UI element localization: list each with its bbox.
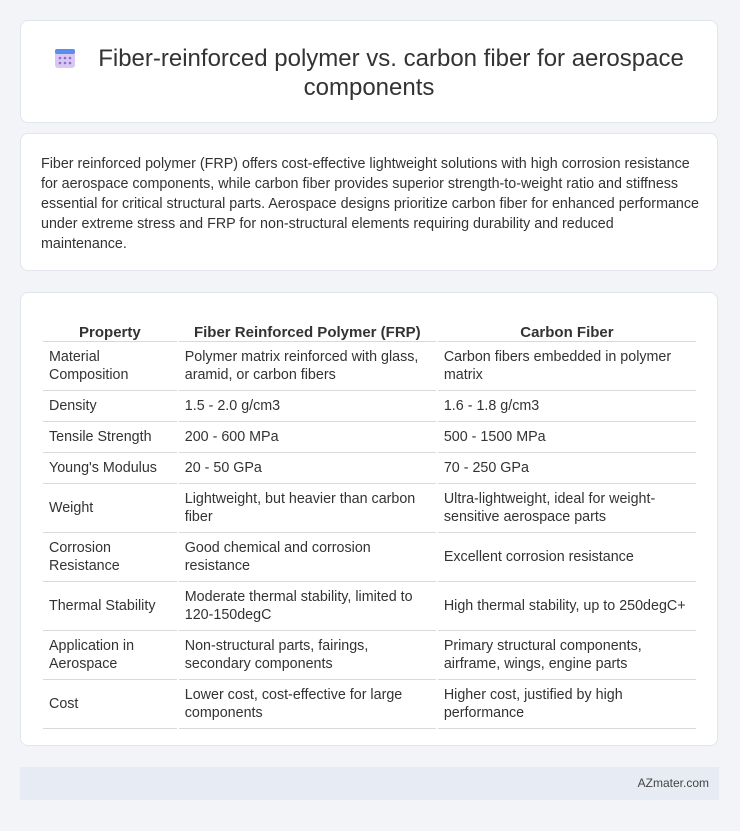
table-row (43, 582, 696, 631)
table-cell-frp: 1.5 - 2.0 g/cm3 (179, 391, 436, 422)
table-cell-property: Tensile Strength (43, 422, 177, 453)
calendar-grid-icon (54, 47, 76, 69)
table-cell-property: Weight (43, 484, 177, 533)
table-cell-frp: Good chemical and corrosion resistance (179, 533, 436, 582)
table-cell-frp: Lightweight, but heavier than carbon fiber (179, 484, 436, 533)
table-cell-carbon: 1.6 - 1.8 g/cm3 (438, 391, 696, 422)
comparison-card (20, 292, 718, 746)
table-cell-frp: Moderate thermal stability, limited to 120-150degC (179, 582, 436, 631)
table-cell-frp: 200 - 600 MPa (179, 422, 436, 453)
table-row (43, 680, 696, 729)
comparison-table (41, 313, 698, 729)
summary-paragraph: Fiber reinforced polymer (FRP) offers cost-effective lightweight solutions with high corrosion resistance for aerospace components, while carbon fiber provides superior strength-to-weight ratio and stiffness essential for critical structural parts. Aerospace designs prioritize carbon fiber for enhanced performance under extreme stress and FRP for non-structural elements requiring durability and reduced maintenance. (41, 156, 699, 252)
table-cell-property: Young's Modulus (43, 453, 177, 484)
header-property: Property (43, 313, 177, 342)
table-cell-property: Density (43, 391, 177, 422)
footer-bar (20, 767, 719, 800)
title-card (20, 20, 718, 123)
table-cell-carbon: 500 - 1500 MPa (438, 422, 696, 453)
table-cell-frp: 20 - 50 GPa (179, 453, 436, 484)
table-row (43, 342, 696, 391)
header-frp: Fiber Reinforced Polymer (FRP) (179, 313, 436, 342)
table-cell-frp: Lower cost, cost-effective for large components (179, 680, 436, 729)
table-cell-property: Corrosion Resistance (43, 533, 177, 582)
table-cell-carbon: Higher cost, justified by high performance (438, 680, 696, 729)
summary-card (20, 133, 718, 271)
table-cell-carbon: 70 - 250 GPa (438, 453, 696, 484)
table-cell-frp: Polymer matrix reinforced with glass, aramid, or carbon fibers (179, 342, 436, 391)
header-carbon-fiber: Carbon Fiber (438, 313, 696, 342)
table-cell-frp: Non-structural parts, fairings, secondary components (179, 631, 436, 680)
table-row (43, 391, 696, 422)
table-row (43, 422, 696, 453)
table-cell-carbon: High thermal stability, up to 250degC+ (438, 582, 696, 631)
page-title-wrap (21, 44, 717, 102)
table-row (43, 453, 696, 484)
table-cell-carbon: Primary structural components, airframe, wings, engine parts (438, 631, 696, 680)
table-cell-property: Thermal Stability (43, 582, 177, 631)
table-cell-carbon: Excellent corrosion resistance (438, 533, 696, 582)
table-cell-property: Application in Aerospace (43, 631, 177, 680)
table-header-row (43, 313, 696, 342)
table-cell-property: Cost (43, 680, 177, 729)
table-cell-carbon: Carbon fibers embedded in polymer matrix (438, 342, 696, 391)
table-cell-carbon: Ultra-lightweight, ideal for weight-sensitive aerospace parts (438, 484, 696, 533)
table-cell-property: Material Composition (43, 342, 177, 391)
page-title: Fiber-reinforced polymer vs. carbon fiber for aerospace components (98, 45, 684, 101)
table-row (43, 533, 696, 582)
table-row (43, 631, 696, 680)
footer-brand: AZmater.com (637, 776, 709, 790)
table-row (43, 484, 696, 533)
